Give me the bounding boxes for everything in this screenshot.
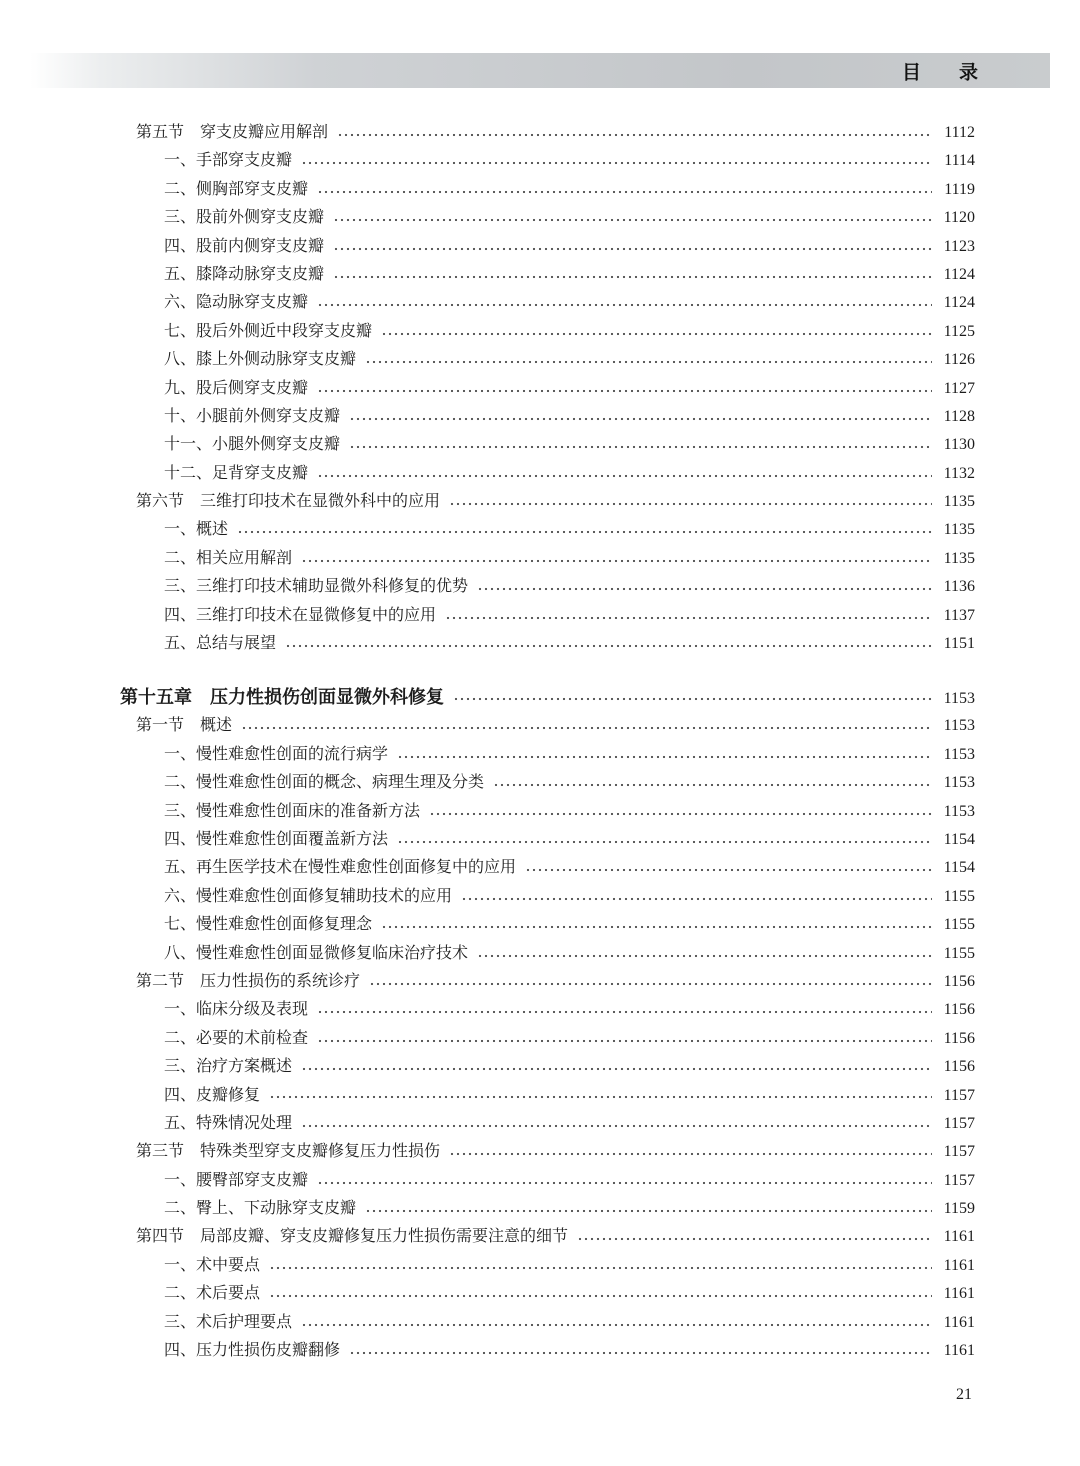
toc-entry <box>120 488 975 516</box>
toc-entry <box>120 1252 975 1280</box>
toc-entry-page: 1124 <box>943 265 975 283</box>
toc-entry <box>120 318 975 346</box>
toc-entry <box>120 147 975 175</box>
dotted-leader <box>301 147 932 175</box>
toc-entry-title: 二、侧胸部穿支皮瓣 <box>164 180 309 198</box>
dotted-leader <box>349 431 932 459</box>
dotted-leader <box>461 883 932 911</box>
toc-entry-page: 1114 <box>944 152 975 170</box>
toc-entry <box>120 1223 975 1251</box>
dotted-leader <box>449 1138 932 1166</box>
toc-entry-page: 1135 <box>943 493 975 511</box>
toc-entry-title: 五、特殊情况处理 <box>164 1114 293 1132</box>
toc-entry-page: 1125 <box>943 322 975 340</box>
toc-entry <box>120 346 975 374</box>
toc-entry-title: 五、总结与展望 <box>164 635 277 653</box>
toc-entry-page: 1157 <box>943 1114 975 1132</box>
toc-entry <box>120 261 975 289</box>
toc-entry-page: 1127 <box>943 379 975 397</box>
toc-entry-page: 1153 <box>943 802 975 820</box>
dotted-leader <box>449 488 932 516</box>
toc-entry-title: 七、股后外侧近中段穿支皮瓣 <box>164 322 373 340</box>
toc-entry-page: 1155 <box>943 887 975 905</box>
toc-entry <box>120 1138 975 1166</box>
toc-entry <box>120 1082 975 1110</box>
toc-entry-page: 1126 <box>943 351 975 369</box>
dotted-leader <box>301 1110 932 1138</box>
dotted-leader <box>237 516 932 544</box>
toc-entry-page: 1136 <box>943 578 975 596</box>
toc-entry-page: 1161 <box>943 1228 975 1246</box>
toc-entry-title: 第三节 特殊类型穿支皮瓣修复压力性损伤 <box>136 1143 441 1161</box>
toc-entry-page: 1124 <box>943 294 975 312</box>
toc-entry <box>120 741 975 769</box>
toc-entry-page: 1159 <box>943 1200 975 1218</box>
dotted-leader <box>317 460 932 488</box>
toc-entry <box>120 712 975 740</box>
toc-entry-title: 四、三维打印技术在显微修复中的应用 <box>164 606 437 624</box>
dotted-leader <box>285 630 932 658</box>
toc-entry-title: 第四节 局部皮瓣、穿支皮瓣修复压力性损伤需要注意的细节 <box>136 1228 569 1246</box>
toc-entry-page: 1161 <box>943 1285 975 1303</box>
toc-entry-page: 1151 <box>943 635 975 653</box>
toc-entry-title: 第五节 穿支皮瓣应用解剖 <box>136 124 329 141</box>
dotted-leader <box>577 1223 932 1251</box>
dotted-leader <box>317 996 932 1024</box>
dotted-leader <box>453 682 932 712</box>
toc-entry-page: 1156 <box>943 972 975 990</box>
toc-entry-title: 六、隐动脉穿支皮瓣 <box>164 294 309 312</box>
toc-entry <box>120 545 975 573</box>
toc-entry <box>120 769 975 797</box>
dotted-leader <box>429 798 932 826</box>
toc-entry <box>120 403 975 431</box>
toc-entry-title: 六、慢性难愈性创面修复辅助技术的应用 <box>164 887 453 905</box>
toc-entry <box>120 911 975 939</box>
dotted-leader <box>317 176 932 204</box>
toc-entry <box>120 1280 975 1308</box>
dotted-leader <box>445 602 932 630</box>
toc-entry-title: 第六节 三维打印技术在显微外科中的应用 <box>136 493 441 511</box>
toc-entry <box>120 460 975 488</box>
dotted-leader <box>381 911 932 939</box>
dotted-leader <box>317 1167 932 1195</box>
dotted-leader <box>337 119 932 147</box>
toc-entry-page: 1157 <box>943 1171 975 1189</box>
dotted-leader <box>381 318 932 346</box>
dotted-leader <box>349 403 932 431</box>
toc-entry-page: 1161 <box>943 1313 975 1331</box>
toc-entry-title: 三、股前外侧穿支皮瓣 <box>164 209 325 227</box>
toc-entry <box>120 883 975 911</box>
toc-entry-title: 三、慢性难愈性创面床的准备新方法 <box>164 802 421 820</box>
toc-entry-page: 1156 <box>943 1058 975 1076</box>
toc-entry-page: 1153 <box>943 745 975 763</box>
toc-entry-page: 1156 <box>943 1001 975 1019</box>
toc-entry <box>120 682 975 712</box>
toc-entry-title: 四、慢性难愈性创面覆盖新方法 <box>164 830 389 848</box>
toc-entry-page: 1137 <box>943 606 975 624</box>
toc-entry <box>120 1053 975 1081</box>
toc-entry <box>120 431 975 459</box>
toc-entry-title: 十、小腿前外侧穿支皮瓣 <box>164 407 341 425</box>
toc-entry-title: 二、相关应用解剖 <box>164 549 293 567</box>
dotted-leader <box>397 741 932 769</box>
toc-entry-title: 四、压力性损伤皮瓣翻修 <box>164 1342 341 1360</box>
toc-entry <box>120 798 975 826</box>
toc-entry-page: 1155 <box>943 916 975 934</box>
toc-entry <box>120 1025 975 1053</box>
toc-entry-title: 八、膝上外侧动脉穿支皮瓣 <box>164 351 357 369</box>
dotted-leader <box>269 1280 932 1308</box>
toc-entry <box>120 602 975 630</box>
toc-entry-page: 1119 <box>944 180 975 198</box>
toc-entry-title: 一、概述 <box>164 521 229 539</box>
toc-entry-title: 三、术后护理要点 <box>164 1313 293 1331</box>
toc-entry-page: 1153 <box>943 717 975 735</box>
dotted-leader <box>301 1053 932 1081</box>
toc-entry-page: 1156 <box>943 1029 975 1047</box>
dotted-leader <box>317 289 932 317</box>
dotted-leader <box>301 1309 932 1337</box>
toc-entry-page: 1123 <box>943 237 975 255</box>
toc-entry <box>120 289 975 317</box>
dotted-leader <box>349 1337 932 1365</box>
toc-entry-page: 1157 <box>943 1143 975 1161</box>
dotted-leader <box>333 233 932 261</box>
toc-entry-page: 1155 <box>943 944 975 962</box>
toc-entry-title: 五、再生医学技术在慢性难愈性创面修复中的应用 <box>164 859 517 877</box>
dotted-leader <box>317 1025 932 1053</box>
toc-entry-title: 四、皮瓣修复 <box>164 1086 261 1104</box>
toc-entry <box>120 630 975 658</box>
dotted-leader <box>269 1252 932 1280</box>
toc-entry-page: 1154 <box>943 859 975 877</box>
toc-entry <box>120 1309 975 1337</box>
dotted-leader <box>477 573 932 601</box>
toc-entry-title: 七、慢性难愈性创面修复理念 <box>164 916 373 934</box>
toc-entry-page: 1112 <box>944 124 975 141</box>
toc-entry <box>120 996 975 1024</box>
toc-entry <box>120 1195 975 1223</box>
toc-entry-title: 第十五章 压力性损伤创面显微外科修复 <box>120 687 444 708</box>
toc-entry-title: 一、临床分级及表现 <box>164 1001 309 1019</box>
dotted-leader <box>369 968 932 996</box>
toc-entry-page: 1135 <box>943 521 975 539</box>
toc-entry-page: 1135 <box>943 549 975 567</box>
toc-entry-title: 二、慢性难愈性创面的概念、病理生理及分类 <box>164 774 485 792</box>
toc-entry-page: 1132 <box>943 464 975 482</box>
toc-entry-title: 一、术中要点 <box>164 1256 261 1274</box>
dotted-leader <box>301 545 932 573</box>
toc-entry-title: 八、慢性难愈性创面显微修复临床治疗技术 <box>164 944 469 962</box>
dotted-leader <box>525 854 932 882</box>
toc-entry <box>120 968 975 996</box>
toc-entry <box>120 204 975 232</box>
dotted-leader <box>365 1195 932 1223</box>
toc-entry <box>120 1337 975 1365</box>
toc-entry <box>120 119 975 147</box>
toc-entry-page: 1161 <box>943 1256 975 1274</box>
footer-page-number: 21 <box>956 1386 972 1403</box>
toc-entry <box>120 516 975 544</box>
toc-entry-title: 五、膝降动脉穿支皮瓣 <box>164 265 325 283</box>
toc-entry <box>120 940 975 968</box>
toc-list <box>120 119 975 1365</box>
toc-entry-title: 十一、小腿外侧穿支皮瓣 <box>164 436 341 454</box>
toc-entry-page: 1153 <box>943 690 975 708</box>
dotted-leader <box>317 375 932 403</box>
toc-entry-title: 二、臀上、下动脉穿支皮瓣 <box>164 1200 357 1218</box>
toc-entry-title: 九、股后侧穿支皮瓣 <box>164 379 309 397</box>
dotted-leader <box>333 261 932 289</box>
page-header-title: 目 录 <box>901 62 978 83</box>
toc-entry-page: 1128 <box>943 407 975 425</box>
toc-entry-title: 一、手部穿支皮瓣 <box>164 152 293 170</box>
toc-entry <box>120 573 975 601</box>
toc-entry <box>120 1110 975 1138</box>
toc-entry-title: 三、三维打印技术辅助显微外科修复的优势 <box>164 578 469 596</box>
toc-entry-page: 1154 <box>943 830 975 848</box>
toc-entry <box>120 1167 975 1195</box>
toc-entry <box>120 233 975 261</box>
dotted-leader <box>269 1082 932 1110</box>
toc-entry-title: 二、必要的术前检查 <box>164 1029 309 1047</box>
toc-entry-page: 1153 <box>943 774 975 792</box>
toc-entry-title: 四、股前内侧穿支皮瓣 <box>164 237 325 255</box>
header-bar <box>30 53 1050 88</box>
toc-entry-title: 第二节 压力性损伤的系统诊疗 <box>136 972 361 990</box>
dotted-leader <box>333 204 932 232</box>
toc-entry-title: 一、腰臀部穿支皮瓣 <box>164 1171 309 1189</box>
toc-entry-title: 三、治疗方案概述 <box>164 1058 293 1076</box>
toc-entry-title: 一、慢性难愈性创面的流行病学 <box>164 745 389 763</box>
toc-entry <box>120 826 975 854</box>
toc-entry-title: 二、术后要点 <box>164 1285 261 1303</box>
dotted-leader <box>493 769 932 797</box>
dotted-leader <box>241 712 932 740</box>
toc-entry-page: 1157 <box>943 1086 975 1104</box>
dotted-leader <box>477 940 932 968</box>
toc-entry-title: 十二、足背穿支皮瓣 <box>164 464 309 482</box>
toc-entry-page: 1130 <box>943 436 975 454</box>
toc-entry-page: 1161 <box>943 1342 975 1360</box>
toc-entry <box>120 176 975 204</box>
dotted-leader <box>397 826 932 854</box>
toc-entry-page: 1120 <box>943 209 975 227</box>
toc-entry-title: 第一节 概述 <box>136 717 233 735</box>
toc-entry <box>120 854 975 882</box>
dotted-leader <box>365 346 932 374</box>
toc-entry <box>120 375 975 403</box>
